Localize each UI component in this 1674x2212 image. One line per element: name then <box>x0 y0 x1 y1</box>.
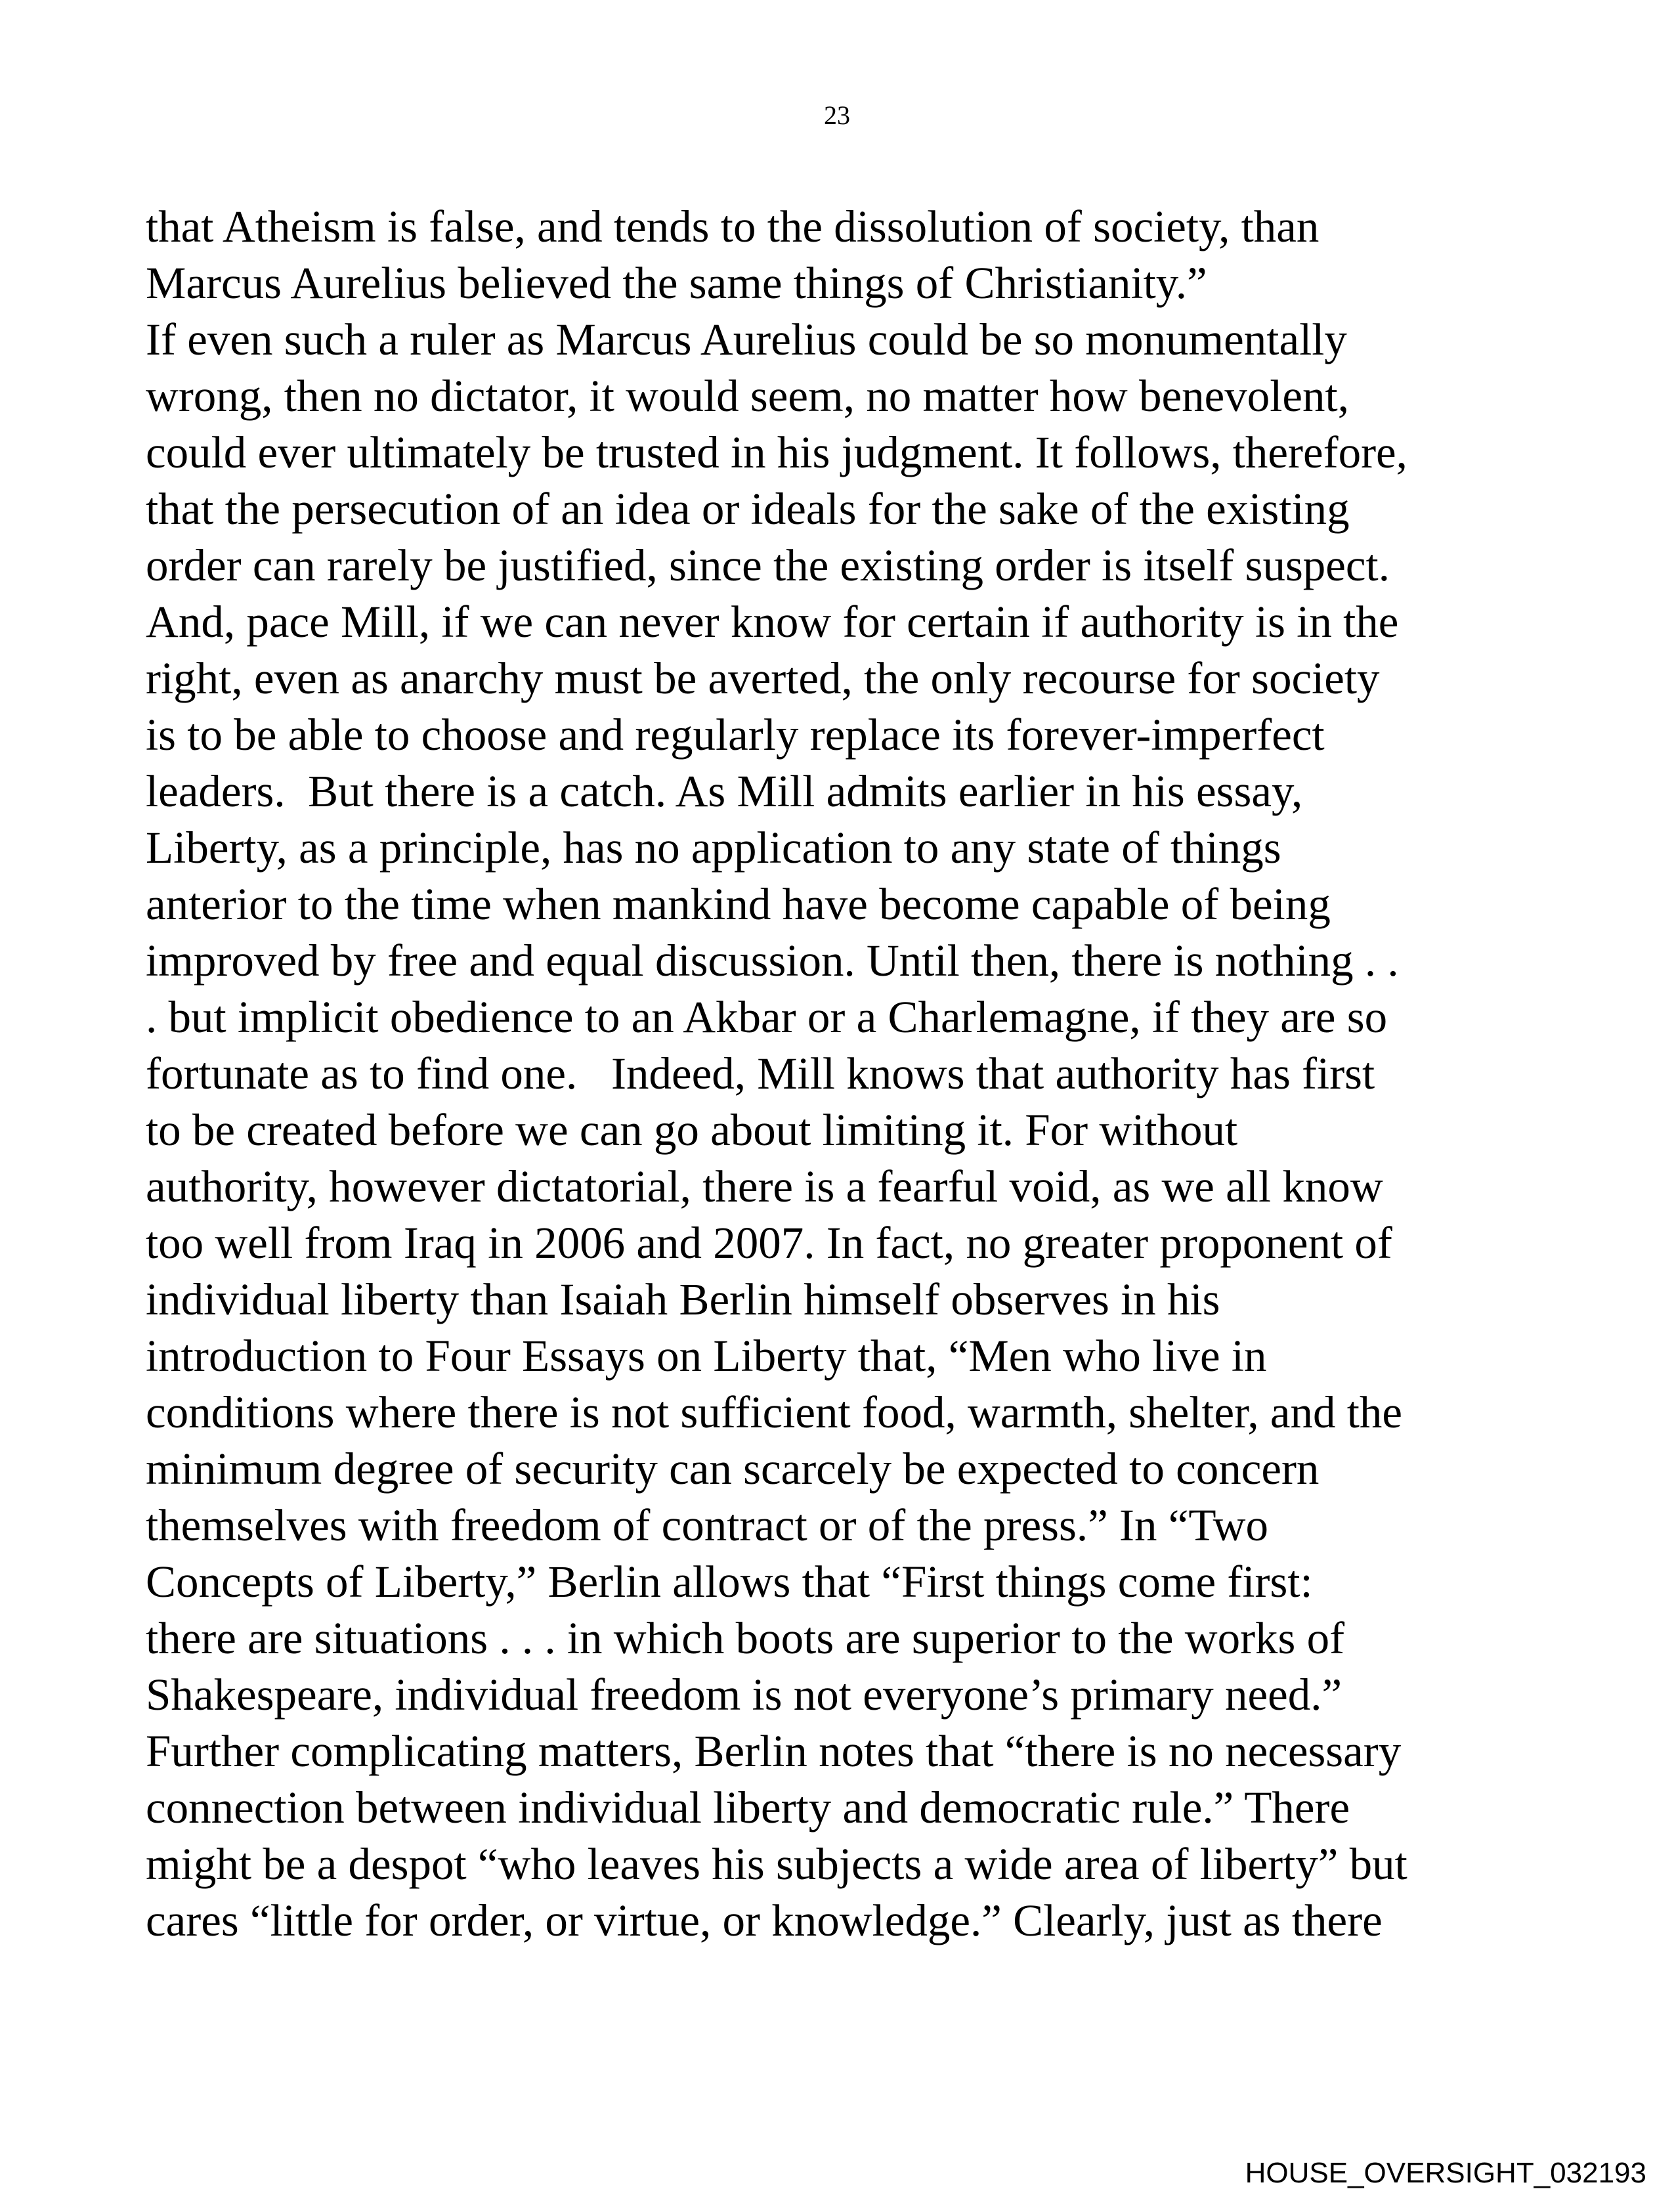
text-line: minimum degree of security can scarcely be expected to concern <box>146 1444 1320 1494</box>
text-line: . but implicit obedience to an Akbar or a Charlemagne, if they are so <box>146 992 1388 1042</box>
text-line: to be created before we can go about limiting it. For without <box>146 1105 1238 1155</box>
text-line: cares “little for order, or virtue, or knowledge.” Clearly, just as there <box>146 1896 1383 1945</box>
text-line: introduction to Four Essays on Liberty that, “Men who live in <box>146 1331 1267 1381</box>
text-line: conditions where there is not sufficient food, warmth, shelter, and the <box>146 1387 1403 1437</box>
text-line: anterior to the time when mankind have become capable of being <box>146 879 1331 929</box>
page-number: 23 <box>824 100 850 130</box>
text-line: authority, however dictatorial, there is a fearful void, as we all know <box>146 1161 1383 1211</box>
text-line: too well from Iraq in 2006 and 2007. In fact, no greater proponent of <box>146 1218 1392 1268</box>
text-line: Further complicating matters, Berlin notes that “there is no necessary <box>146 1726 1402 1776</box>
text-line: individual liberty than Isaiah Berlin himself observes in his <box>146 1274 1220 1324</box>
text-line: Liberty, as a principle, has no application to any state of things <box>146 823 1281 873</box>
text-line: fortunate as to find one. Indeed, Mill knows that authority has first <box>146 1049 1375 1098</box>
text-line: could ever ultimately be trusted in his judgment. It follows, therefore, <box>146 427 1407 477</box>
text-line: there are situations . . . in which boots are superior to the works of <box>146 1613 1345 1663</box>
text-line: wrong, then no dictator, it would seem, no matter how benevolent, <box>146 371 1349 421</box>
text-line: might be a despot “who leaves his subjects a wide area of liberty” but <box>146 1839 1407 1889</box>
text-line: that Atheism is false, and tends to the dissolution of society, than <box>146 202 1320 251</box>
text-line: themselves with freedom of contract or of the press.” In “Two <box>146 1500 1269 1550</box>
text-line: order can rarely be justified, since the existing order is itself suspect. <box>146 540 1390 590</box>
bates-stamp: HOUSE_OVERSIGHT_032193 <box>1245 2157 1646 2189</box>
text-line: leaders. But there is a catch. As Mill admits earlier in his essay, <box>146 766 1303 816</box>
text-line: If even such a ruler as Marcus Aurelius could be so monumentally <box>146 314 1347 364</box>
text-line: Shakespeare, individual freedom is not everyone’s primary need.” <box>146 1670 1342 1720</box>
text-line: improved by free and equal discussion. Until then, there is nothing . . <box>146 936 1399 986</box>
text-line: connection between individual liberty and democratic rule.” There <box>146 1783 1350 1832</box>
text-line: is to be able to choose and regularly replace its forever-imperfect <box>146 710 1325 760</box>
text-line: right, even as anarchy must be averted, the only recourse for society <box>146 653 1380 703</box>
text-line: Marcus Aurelius believed the same things of Christianity.” <box>146 258 1207 308</box>
text-line: Concepts of Liberty,” Berlin allows that “First things come first: <box>146 1557 1313 1607</box>
text-line: that the persecution of an idea or ideals for the sake of the existing <box>146 484 1350 534</box>
body-text <box>146 198 1590 1949</box>
text-line: And, pace Mill, if we can never know for certain if authority is in the <box>146 597 1399 647</box>
